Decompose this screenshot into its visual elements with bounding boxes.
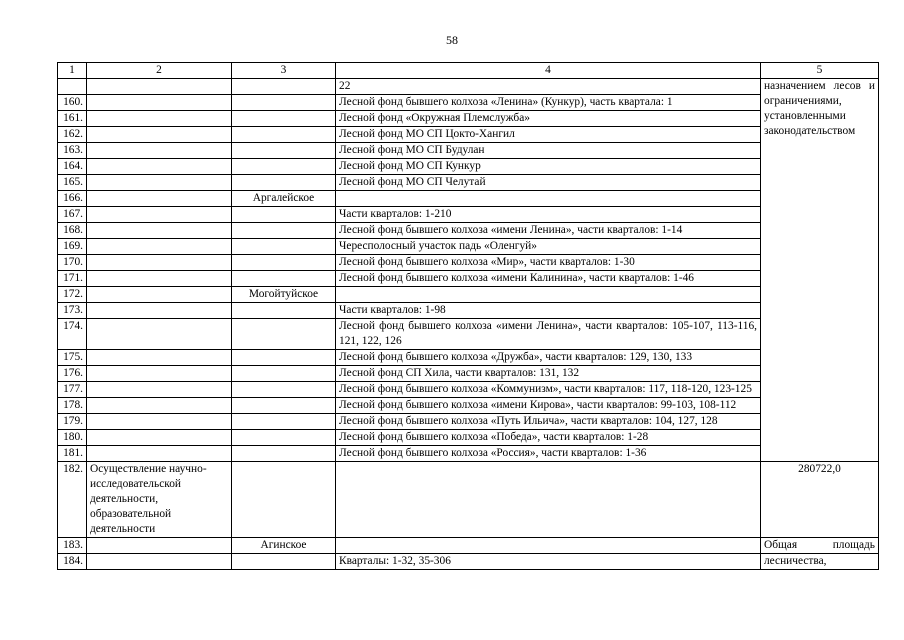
description-cell: Лесной фонд МО СП Кункур bbox=[336, 159, 761, 175]
description-cell: Лесной фонд бывшего колхоза «Ленина» (Кункур), часть квартала: 1 bbox=[336, 95, 761, 111]
activity-cell bbox=[87, 239, 232, 255]
row-number: 168. bbox=[58, 223, 87, 239]
activity-cell bbox=[87, 159, 232, 175]
row-number: 162. bbox=[58, 127, 87, 143]
table-row bbox=[58, 159, 879, 175]
district-cell bbox=[232, 303, 336, 319]
district-cell bbox=[232, 127, 336, 143]
activity-cell bbox=[87, 127, 232, 143]
description-cell bbox=[336, 538, 761, 554]
table-row bbox=[58, 143, 879, 159]
row-number: 184. bbox=[58, 554, 87, 570]
district-cell bbox=[232, 159, 336, 175]
header-row bbox=[58, 63, 879, 79]
district-cell bbox=[232, 175, 336, 191]
area-value: 280722,0 bbox=[761, 462, 879, 538]
table-row bbox=[58, 462, 879, 538]
row-number: 176. bbox=[58, 366, 87, 382]
row-number: 181. bbox=[58, 446, 87, 462]
district-cell bbox=[232, 79, 336, 95]
activity-cell bbox=[87, 95, 232, 111]
description-cell: Лесной фонд МО СП Челутай bbox=[336, 175, 761, 191]
header-cell: 3 bbox=[232, 63, 336, 79]
row-number: 177. bbox=[58, 382, 87, 398]
row-number: 175. bbox=[58, 350, 87, 366]
row-number: 180. bbox=[58, 430, 87, 446]
table-row bbox=[58, 538, 879, 554]
area-note-continued: лесничества, bbox=[761, 554, 879, 570]
district-cell bbox=[232, 350, 336, 366]
table-row bbox=[58, 430, 879, 446]
description-cell: Лесной фонд бывшего колхоза «Россия», части кварталов: 1-36 bbox=[336, 446, 761, 462]
header-cell: 2 bbox=[87, 63, 232, 79]
description-cell: Лесной фонд бывшего колхоза «Путь Ильича», части кварталов: 104, 127, 128 bbox=[336, 414, 761, 430]
table-row bbox=[58, 287, 879, 303]
description-cell: Лесной фонд МО СП Будулан bbox=[336, 143, 761, 159]
activity-cell bbox=[87, 303, 232, 319]
description-cell: Лесной фонд бывшего колхоза «имени Калинина», части кварталов: 1-46 bbox=[336, 271, 761, 287]
description-cell: Лесной фонд бывшего колхоза «Победа», части кварталов: 1-28 bbox=[336, 430, 761, 446]
description-cell bbox=[336, 462, 761, 538]
usage-note: назначением лесов и ограничениями, установленными законодательством bbox=[761, 79, 879, 462]
table-row bbox=[58, 554, 879, 570]
table-row bbox=[58, 255, 879, 271]
row-number: 160. bbox=[58, 95, 87, 111]
activity-cell bbox=[87, 111, 232, 127]
header-cell: 4 bbox=[336, 63, 761, 79]
activity-cell bbox=[87, 207, 232, 223]
header-cell: 5 bbox=[761, 63, 879, 79]
description-cell: 22 bbox=[336, 79, 761, 95]
description-cell: Лесной фонд «Окружная Племслужба» bbox=[336, 111, 761, 127]
description-cell: Лесной фонд бывшего колхоза «Коммунизм», части кварталов: 117, 118-120, 123-125 bbox=[336, 382, 761, 398]
table-row bbox=[58, 382, 879, 398]
district-cell bbox=[232, 554, 336, 570]
activity-cell bbox=[87, 554, 232, 570]
district-cell bbox=[232, 366, 336, 382]
row-number: 174. bbox=[58, 319, 87, 350]
activity-cell bbox=[87, 430, 232, 446]
description-cell: Чересполосный участок падь «Оленгуй» bbox=[336, 239, 761, 255]
row-number: 167. bbox=[58, 207, 87, 223]
activity-cell bbox=[87, 223, 232, 239]
forest-table bbox=[57, 62, 879, 570]
description-cell bbox=[336, 191, 761, 207]
district-cell bbox=[232, 319, 336, 350]
activity-cell bbox=[87, 255, 232, 271]
table-row bbox=[58, 191, 879, 207]
row-number: 182. bbox=[58, 462, 87, 538]
activity-cell bbox=[87, 79, 232, 95]
description-cell: Лесной фонд бывшего колхоза «Дружба», части кварталов: 129, 130, 133 bbox=[336, 350, 761, 366]
row-number: 173. bbox=[58, 303, 87, 319]
table-row bbox=[58, 319, 879, 350]
row-number: 161. bbox=[58, 111, 87, 127]
table-row bbox=[58, 366, 879, 382]
table-row bbox=[58, 79, 879, 95]
activity-cell bbox=[87, 287, 232, 303]
description-cell: Лесной фонд бывшего колхоза «имени Кирова», части кварталов: 99-103, 108-112 bbox=[336, 398, 761, 414]
district-cell bbox=[232, 414, 336, 430]
activity-cell bbox=[87, 319, 232, 350]
activity-cell bbox=[87, 350, 232, 366]
description-cell: Части кварталов: 1-98 bbox=[336, 303, 761, 319]
table-row bbox=[58, 271, 879, 287]
row-number: 170. bbox=[58, 255, 87, 271]
activity-cell bbox=[87, 382, 232, 398]
district-cell bbox=[232, 430, 336, 446]
row-number: 179. bbox=[58, 414, 87, 430]
activity-cell bbox=[87, 538, 232, 554]
district-cell bbox=[232, 446, 336, 462]
district-cell bbox=[232, 382, 336, 398]
row-number: 164. bbox=[58, 159, 87, 175]
row-number: 178. bbox=[58, 398, 87, 414]
area-note: Общая площадь bbox=[761, 538, 879, 554]
district-cell bbox=[232, 223, 336, 239]
table-row bbox=[58, 127, 879, 143]
district-cell bbox=[232, 462, 336, 538]
activity-cell bbox=[87, 446, 232, 462]
description-cell bbox=[336, 287, 761, 303]
district-cell bbox=[232, 143, 336, 159]
activity-cell bbox=[87, 191, 232, 207]
activity-cell bbox=[87, 271, 232, 287]
table-row bbox=[58, 111, 879, 127]
activity-cell bbox=[87, 414, 232, 430]
description-cell: Лесной фонд МО СП Цокто-Хангил bbox=[336, 127, 761, 143]
district-cell bbox=[232, 398, 336, 414]
page-number: 58 bbox=[446, 33, 458, 47]
table-row bbox=[58, 398, 879, 414]
row-number: 183. bbox=[58, 538, 87, 554]
table-row bbox=[58, 350, 879, 366]
description-cell: Лесной фонд СП Хила, части кварталов: 131, 132 bbox=[336, 366, 761, 382]
table-row bbox=[58, 207, 879, 223]
district-cell: Аргалейское bbox=[232, 191, 336, 207]
row-number: 171. bbox=[58, 271, 87, 287]
description-cell: Лесной фонд бывшего колхоза «Мир», части кварталов: 1-30 bbox=[336, 255, 761, 271]
description-cell: Лесной фонд бывшего колхоза «имени Ленина», части кварталов: 1-14 bbox=[336, 223, 761, 239]
description-cell: Кварталы: 1-32, 35-306 bbox=[336, 554, 761, 570]
table-row bbox=[58, 223, 879, 239]
activity-cell bbox=[87, 143, 232, 159]
row-number: 166. bbox=[58, 191, 87, 207]
row-number bbox=[58, 79, 87, 95]
activity-cell: Осуществление научно-исследовательской деятельности, образовательной деятельности bbox=[87, 462, 232, 538]
table-row bbox=[58, 239, 879, 255]
table-row bbox=[58, 303, 879, 319]
activity-cell bbox=[87, 175, 232, 191]
district-cell: Агинское bbox=[232, 538, 336, 554]
district-cell bbox=[232, 271, 336, 287]
table-row bbox=[58, 414, 879, 430]
description-cell: Лесной фонд бывшего колхоза «имени Ленина», части кварталов: 105-107, 113-116, 121, 122, 126 bbox=[336, 319, 761, 350]
row-number: 165. bbox=[58, 175, 87, 191]
district-cell bbox=[232, 95, 336, 111]
district-cell bbox=[232, 255, 336, 271]
district-cell bbox=[232, 207, 336, 223]
description-cell: Части кварталов: 1-210 bbox=[336, 207, 761, 223]
activity-cell bbox=[87, 398, 232, 414]
table-row bbox=[58, 175, 879, 191]
row-number: 163. bbox=[58, 143, 87, 159]
table-row bbox=[58, 446, 879, 462]
district-cell bbox=[232, 111, 336, 127]
row-number: 172. bbox=[58, 287, 87, 303]
header-cell: 1 bbox=[58, 63, 87, 79]
district-cell bbox=[232, 239, 336, 255]
district-cell: Могойтуйское bbox=[232, 287, 336, 303]
table-row bbox=[58, 95, 879, 111]
row-number: 169. bbox=[58, 239, 87, 255]
activity-cell bbox=[87, 366, 232, 382]
